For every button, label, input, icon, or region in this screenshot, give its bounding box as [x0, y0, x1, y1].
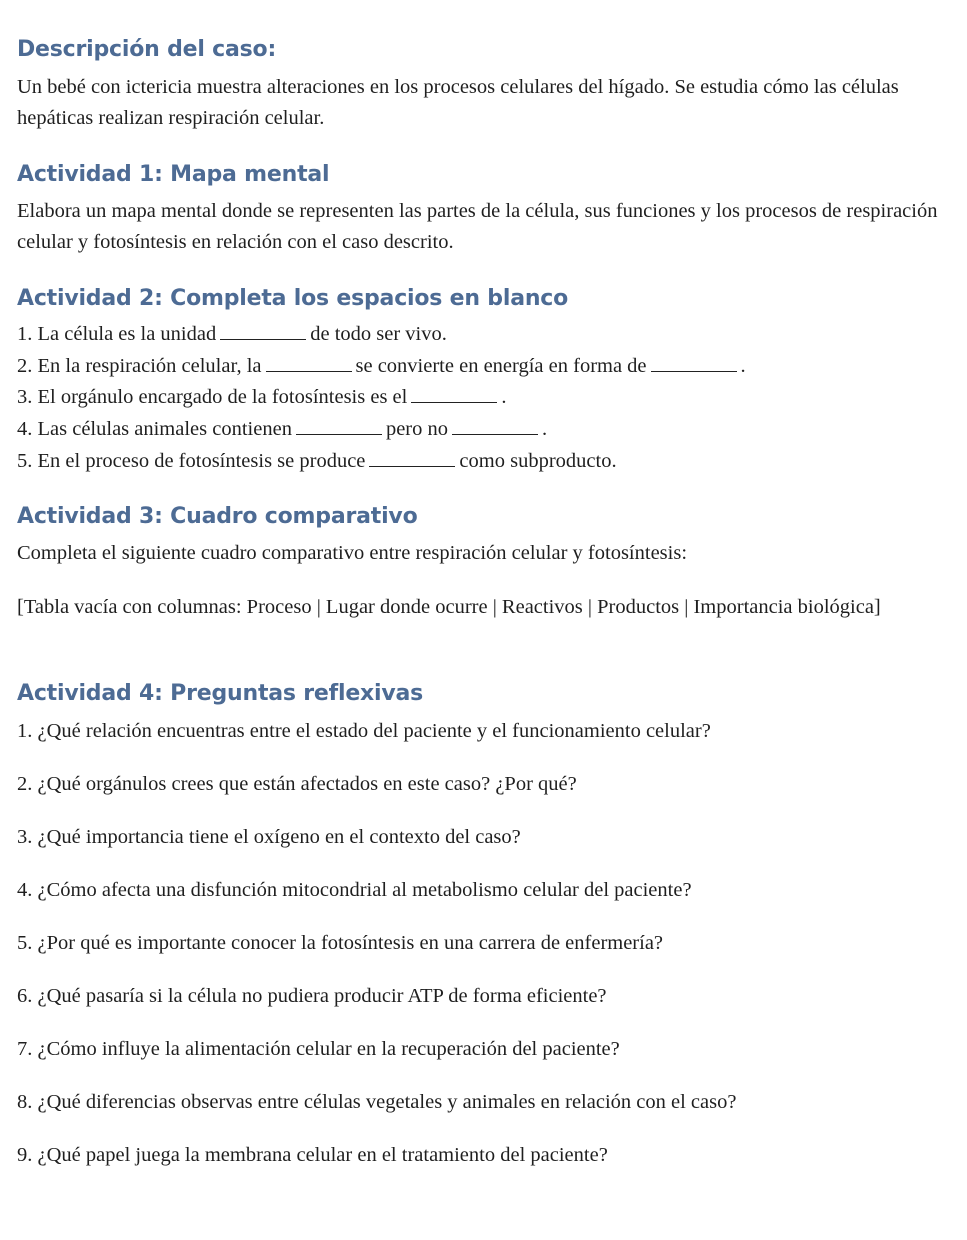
- question-item: 8. ¿Qué diferencias observas entre células vegetales y animales en relación con el caso?: [17, 1091, 737, 1113]
- question-item: 6. ¿Qué pasaría si la célula no pudiera producir ATP de forma eficiente?: [17, 985, 607, 1007]
- blank-line: [220, 322, 306, 340]
- question-item: 2. ¿Qué orgánulos crees que están afectados en este caso? ¿Por qué?: [17, 773, 577, 795]
- activity2-heading: Actividad 2: Completa los espacios en blanco: [17, 286, 569, 311]
- blank-line: [369, 449, 455, 467]
- activity3-heading: Actividad 3: Cuadro comparativo: [17, 504, 418, 529]
- question-item: 5. ¿Por qué es importante conocer la fotosíntesis en una carrera de enfermería?: [17, 932, 664, 954]
- blank-line: [266, 354, 352, 372]
- case-heading: Descripción del caso:: [17, 37, 277, 62]
- question-item: 7. ¿Cómo influye la alimentación celular en la recuperación del paciente?: [17, 1038, 620, 1060]
- blank-line: [296, 417, 382, 435]
- fill-item-5: 5. En el proceso de fotosíntesis se produce como subproducto.: [17, 450, 617, 472]
- blank-line: [411, 385, 497, 403]
- question-item: 3. ¿Qué importancia tiene el oxígeno en el contexto del caso?: [17, 826, 521, 848]
- fill-item-2: 2. En la respiración celular, la se convierte en energía en forma de .: [17, 355, 746, 377]
- activity1-heading: Actividad 1: Mapa mental: [17, 162, 330, 187]
- activity4-heading: Actividad 4: Preguntas reflexivas: [17, 681, 424, 706]
- fill-item-4: 4. Las células animales contienen pero no .: [17, 418, 548, 440]
- table-placeholder-note: [Tabla vacía con columnas: Proceso | Lugar donde ocurre | Reactivos | Productos | Importancia biológica]: [17, 596, 881, 618]
- activity1-text: Elabora un mapa mental donde se representen las partes de la célula, sus funciones y los procesos de respiración celular y fotosíntesis en relación con el caso descrito.: [17, 200, 938, 253]
- blank-line: [452, 417, 538, 435]
- case-text: Un bebé con ictericia muestra alteraciones en los procesos celulares del hígado. Se estudia cómo las células hepáticas realizan respiración celular.: [17, 76, 899, 129]
- question-item: 4. ¿Cómo afecta una disfunción mitocondrial al metabolismo celular del paciente?: [17, 879, 692, 901]
- question-item: 9. ¿Qué papel juega la membrana celular en el tratamiento del paciente?: [17, 1144, 608, 1166]
- blank-line: [651, 354, 737, 372]
- activity3-text: Completa el siguiente cuadro comparativo entre respiración celular y fotosíntesis:: [17, 542, 688, 564]
- question-item: 1. ¿Qué relación encuentras entre el estado del paciente y el funcionamiento celular?: [17, 720, 711, 742]
- fill-item-1: 1. La célula es la unidad de todo ser vivo.: [17, 323, 447, 345]
- fill-item-3: 3. El orgánulo encargado de la fotosíntesis es el .: [17, 386, 507, 408]
